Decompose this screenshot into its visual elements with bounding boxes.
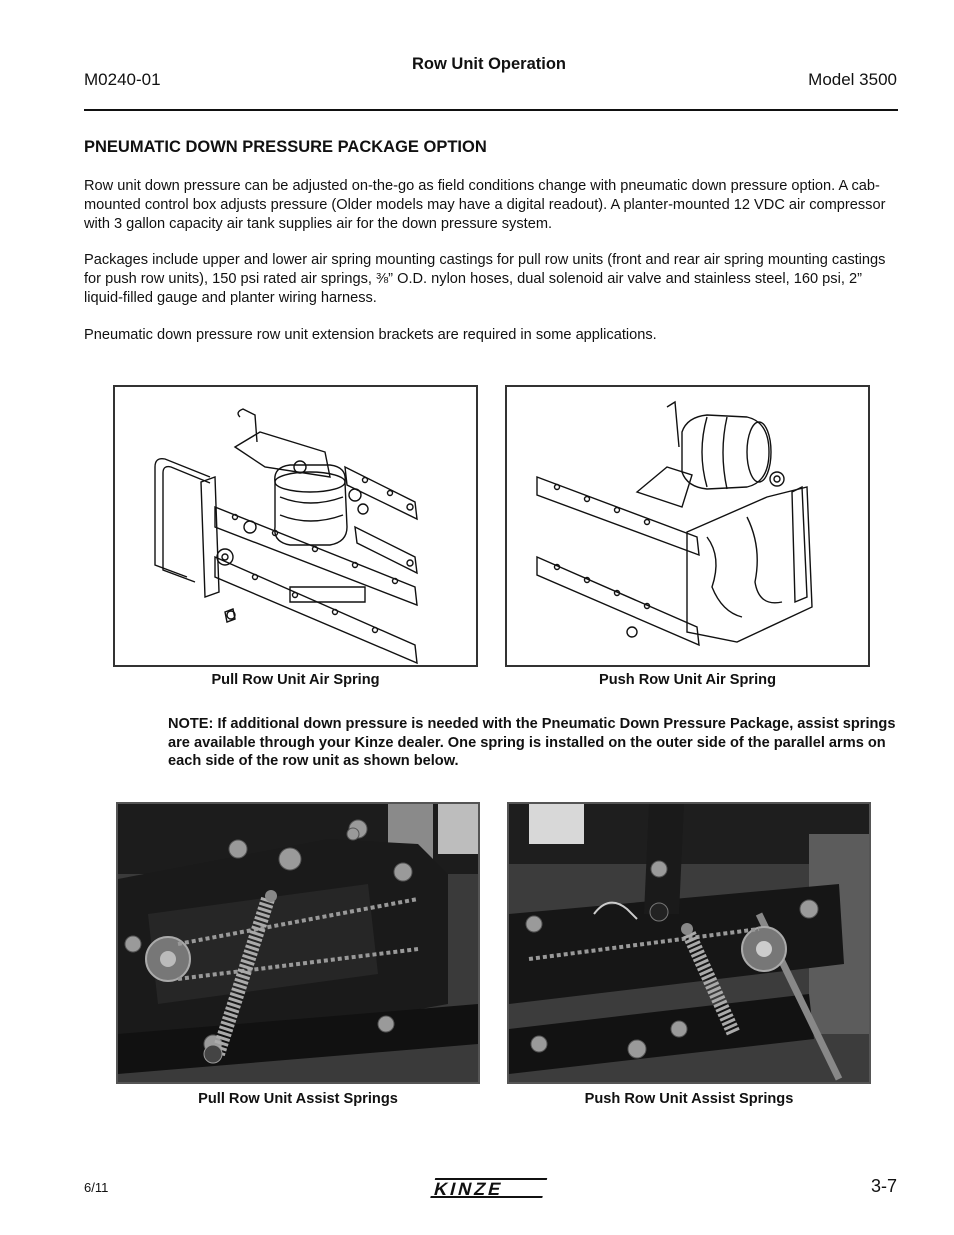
- section-header-title: Row Unit Operation: [412, 55, 566, 73]
- pull-assist-springs-image: [118, 804, 478, 1082]
- header-divider: [84, 109, 898, 111]
- footer-date: 6/11: [84, 1180, 109, 1195]
- pull-air-spring-caption: Pull Row Unit Air Spring: [211, 672, 380, 688]
- kinze-logo: [430, 1175, 550, 1201]
- kinze-logo-mark: [430, 1175, 550, 1201]
- push-air-spring-drawing: [507, 387, 868, 665]
- assist-spring-note: NOTE: If additional down pressure is needed with the Pneumatic Down Pressure Package, assist springs are available through your Kinze dealer. One spring is installed on the outer side of the parallel arms on each side of the row unit as shown below.: [168, 716, 896, 769]
- model-label: Model 3500: [808, 70, 897, 89]
- pull-air-spring-drawing: [115, 387, 476, 665]
- doc-number: M0240-01: [84, 70, 161, 89]
- page-title: PNEUMATIC DOWN PRESSURE PACKAGE OPTION: [84, 138, 487, 156]
- push-assist-springs-image: [509, 804, 869, 1082]
- push-air-spring-figure: [505, 385, 870, 667]
- paragraph-packages: Packages include upper and lower air spring mounting castings for pull row units (front and rear air spring mounting castings for push row units), 150 psi rated air springs, ⅜” O.D. nylon hoses, dual solenoid air valve and stainless steel, 160 psi, 2” liquid-filled gauge and planter wiring harness.: [84, 252, 886, 306]
- push-air-spring-caption: Push Row Unit Air Spring: [598, 672, 776, 688]
- page-number: 3-7: [870, 1176, 897, 1196]
- svg-text:KINZE: KINZE: [432, 1178, 507, 1199]
- pull-assist-springs-photo: [116, 802, 480, 1084]
- push-assist-springs-photo: [507, 802, 871, 1084]
- push-assist-springs-caption: Push Row Unit Assist Springs: [584, 1091, 794, 1107]
- paragraph-brackets: Pneumatic down pressure row unit extension brackets are required in some applications.: [84, 327, 657, 343]
- pull-air-spring-figure: [113, 385, 478, 667]
- paragraph-intro: Row unit down pressure can be adjusted on-the-go as field conditions change with pneumatic down pressure option. A cab-mounted control box adjusts pressure (Older models may have a digital readout). A planter-mounted 12 VDC air compressor with 3 gallon capacity air tank supplies air for the down pressure system.: [84, 178, 886, 232]
- pull-assist-springs-caption: Pull Row Unit Assist Springs: [198, 1091, 398, 1107]
